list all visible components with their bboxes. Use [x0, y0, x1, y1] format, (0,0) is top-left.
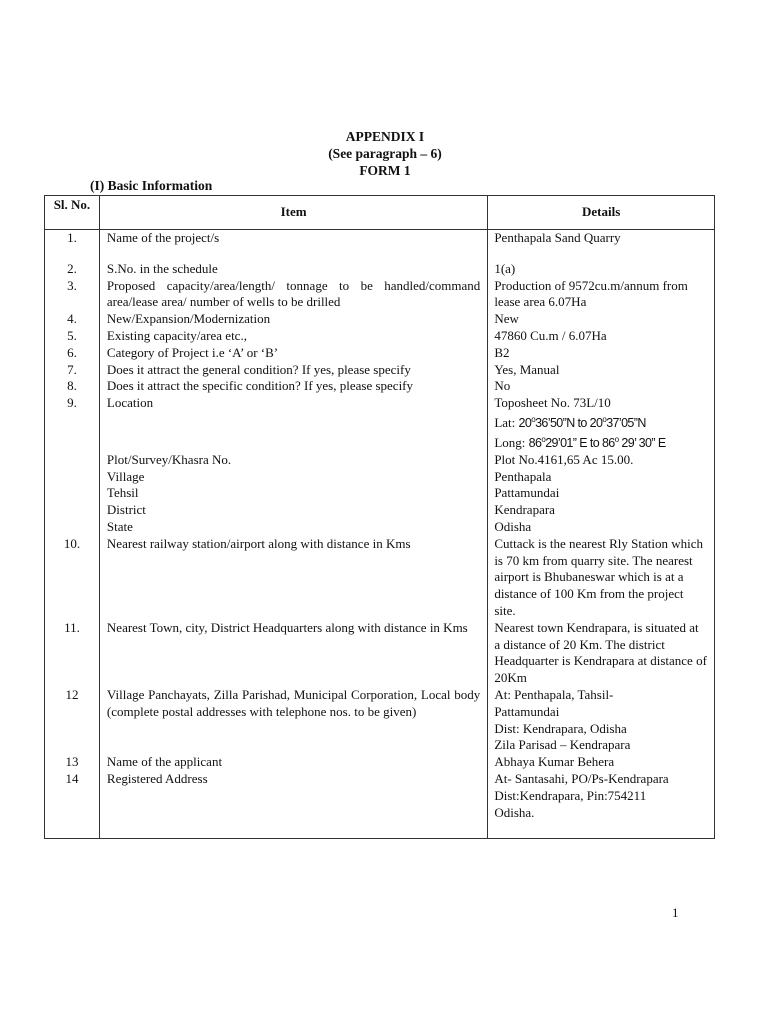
header-details: Details: [488, 196, 715, 230]
paragraph-reference: (See paragraph – 6): [328, 146, 442, 161]
row-details: Production of 9572cu.m/annum from lease area 6.07Ha: [488, 278, 715, 312]
row-item: Category of Project i.e ‘A’ or ‘B’: [99, 345, 487, 362]
row-item: New/Expansion/Modernization: [99, 311, 487, 328]
table-row: [45, 311, 715, 328]
row-item: Existing capacity/area etc.,: [99, 328, 487, 345]
row-details: New: [488, 311, 715, 328]
header-sl-no: Sl. No.: [45, 196, 100, 230]
table-row: [45, 485, 715, 502]
latitude-range: Lat: 20$^o$36’50”N to 20$^o$37’05”N: [494, 414, 646, 431]
table-row: [45, 362, 715, 379]
row-item: District: [99, 502, 487, 519]
row-details: Yes, Manual: [488, 362, 715, 379]
table-row: [45, 345, 715, 362]
row-sl: 10.: [45, 536, 100, 620]
row-item: Location: [99, 395, 487, 452]
row-item: Village Panchayats, Zilla Parishad, Municipal Corporation, Local body (complete postal addresses with telephone nos. to be given): [99, 687, 487, 754]
row-sl: [45, 519, 100, 536]
row-sl: [45, 502, 100, 519]
table-row: [45, 519, 715, 536]
row-item: Registered Address: [99, 771, 487, 839]
row-details: Pattamundai: [488, 485, 715, 502]
row-item: Tehsil: [99, 485, 487, 502]
row-item: Nearest railway station/airport along with distance in Kms: [99, 536, 487, 620]
row-sl: [45, 469, 100, 486]
table-row: [45, 620, 715, 687]
row-details: Kendrapara: [488, 502, 715, 519]
row-sl: 14: [45, 771, 100, 839]
row-details: Odisha: [488, 519, 715, 536]
row-item: Nearest Town, city, District Headquarters along with distance in Kms: [99, 620, 487, 687]
row-details: At- Santasahi, PO/Ps-Kendrapara Dist:Kendrapara, Pin:754211 Odisha.: [488, 771, 715, 839]
row-sl: 4.: [45, 311, 100, 328]
row-details: 47860 Cu.m / 6.07Ha: [488, 328, 715, 345]
table-row: [45, 278, 715, 312]
row-item: Does it attract the specific condition? If yes, please specify: [99, 378, 487, 395]
row-details: Plot No.4161,65 Ac 15.00.: [488, 452, 715, 469]
table-row: [45, 771, 715, 839]
appendix-title: APPENDIX I: [345, 129, 425, 144]
row-sl: 6.: [45, 345, 100, 362]
table-header-row: [45, 196, 715, 230]
table-spacer-row: [45, 247, 715, 261]
row-item: S.No. in the schedule: [99, 261, 487, 278]
table-row: [45, 328, 715, 345]
row-details: Cuttack is the nearest Rly Station which is 70 km from quarry site. The nearest airport is Bhubaneswar which is at a distance of 100 Km from the project site.: [488, 536, 715, 620]
header-item: Item: [99, 196, 487, 230]
section-title: (I) Basic Information: [90, 178, 213, 193]
table-row: [45, 469, 715, 486]
row-details: At: Penthapala, Tahsil- Pattamundai Dist: Kendrapara, Odisha Zila Parisad – Kendrapara: [488, 687, 715, 754]
row-sl: [45, 452, 100, 469]
row-sl: 9.: [45, 395, 100, 452]
table-row: [45, 687, 715, 754]
form-title: FORM 1: [359, 163, 411, 178]
table-row: [45, 230, 715, 247]
table-row: [45, 261, 715, 278]
table-row: [45, 378, 715, 395]
row-sl: 8.: [45, 378, 100, 395]
table-row: [45, 536, 715, 620]
row-details: B2: [488, 345, 715, 362]
table-row-location: [45, 395, 715, 452]
basic-information-table: [44, 195, 715, 839]
row-item: State: [99, 519, 487, 536]
row-item: Proposed capacity/area/length/ tonnage to be handled/command area/lease area/ number of wells to be drilled: [99, 278, 487, 312]
row-details: Penthapala Sand Quarry: [488, 230, 715, 247]
table-row: [45, 452, 715, 469]
row-sl: 7.: [45, 362, 100, 379]
row-item: Name of the applicant: [99, 754, 487, 771]
row-sl: 12: [45, 687, 100, 754]
row-details: No: [488, 378, 715, 395]
row-sl: 5.: [45, 328, 100, 345]
row-item: Plot/Survey/Khasra No.: [99, 452, 487, 469]
table-row: [45, 502, 715, 519]
row-item: Does it attract the general condition? If yes, please specify: [99, 362, 487, 379]
row-sl: 2.: [45, 261, 100, 278]
longitude-range: Long: 86$^o$29’01” E to 86$^o$ 29’ 30” E: [494, 434, 666, 451]
row-details: Penthapala: [488, 469, 715, 486]
row-item: Name of the project/s: [99, 230, 487, 247]
row-sl: 13: [45, 754, 100, 771]
location-details: [488, 395, 715, 452]
table-row: [45, 754, 715, 771]
row-details: 1(a): [488, 261, 715, 278]
toposheet-number: Toposheet No. 73L/10: [494, 395, 611, 411]
row-sl: 1.: [45, 230, 100, 247]
row-details: Abhaya Kumar Behera: [488, 754, 715, 771]
row-sl: 11.: [45, 620, 100, 687]
row-sl: [45, 485, 100, 502]
row-details: Nearest town Kendrapara, is situated at a distance of 20 Km. The district Headquarter is Kendrapara at distance of 20Km: [488, 620, 715, 687]
row-sl: 3.: [45, 278, 100, 312]
row-item: Village: [99, 469, 487, 486]
page-number: 1: [672, 905, 679, 920]
